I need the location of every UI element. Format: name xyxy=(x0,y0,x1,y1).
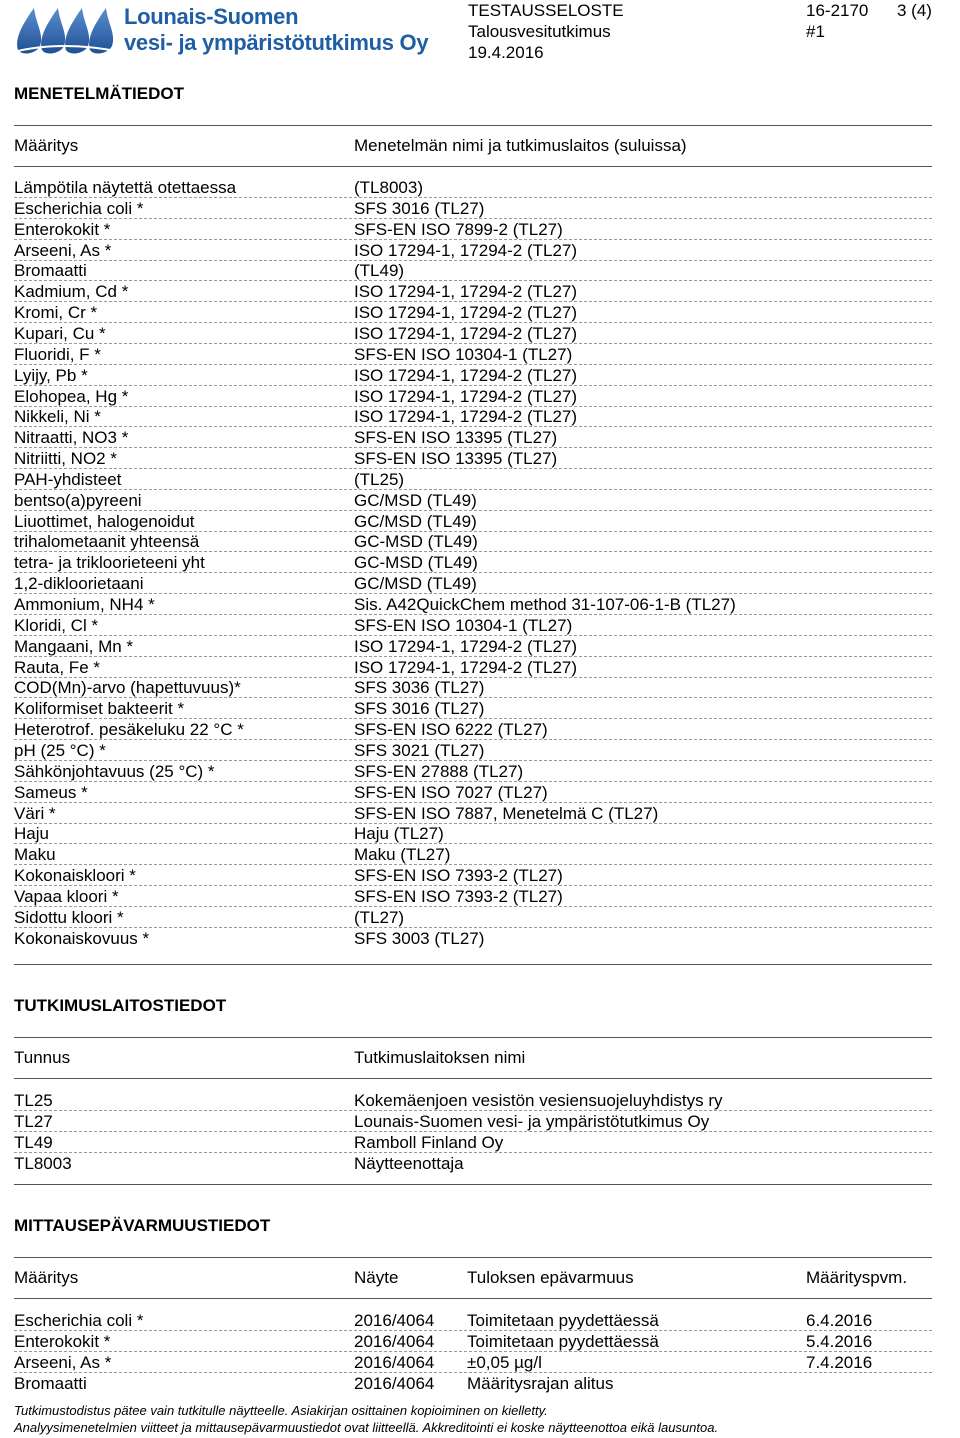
method-name: GC/MSD (TL49) xyxy=(354,511,477,531)
method-row xyxy=(14,782,932,803)
method-row xyxy=(14,469,932,490)
method-name: SFS 3003 (TL27) xyxy=(354,928,485,948)
method-row xyxy=(14,844,932,865)
lab-row xyxy=(14,1132,932,1153)
method-row xyxy=(14,365,932,386)
determination-name: Nitriitti, NO2 * xyxy=(14,449,117,469)
lab-name: Lounais-Suomen vesi- ja ympäristötutkimus Oy xyxy=(354,1112,710,1131)
determination-name: Arseeni, As * xyxy=(14,1353,112,1372)
method-row xyxy=(14,636,932,657)
uncertainty-col-uncertainty: Tuloksen epävarmuus xyxy=(467,1268,634,1287)
divider xyxy=(14,166,932,167)
lab-id: TL25 xyxy=(14,1091,53,1110)
lab-row xyxy=(14,1111,932,1132)
determination-date: 6.4.2016 xyxy=(806,1311,873,1330)
uncertainty-row xyxy=(14,1373,932,1394)
method-name: ISO 17294-1, 17294-2 (TL27) xyxy=(354,240,578,260)
method-row xyxy=(14,344,932,365)
determination-name: Lämpötila näytettä otettaessa xyxy=(14,178,237,197)
determination-name: Bromaatti xyxy=(14,261,87,281)
determination-name: pH (25 °C) * xyxy=(14,740,106,760)
determination-name: Kokonaiskloori * xyxy=(14,866,136,886)
determination-date: 5.4.2016 xyxy=(806,1332,873,1351)
method-name: ISO 17294-1, 17294-2 (TL27) xyxy=(354,657,578,677)
determination-name: Nitraatti, NO3 * xyxy=(14,428,129,448)
method-name: GC/MSD (TL49) xyxy=(354,574,477,594)
method-name: Maku (TL27) xyxy=(354,845,451,865)
method-name: (TL8003) xyxy=(354,178,423,197)
labs-col-name: Tutkimuslaitoksen nimi xyxy=(354,1048,526,1067)
method-name: SFS-EN ISO 10304-1 (TL27) xyxy=(354,344,573,364)
labs-section-title: TUTKIMUSLAITOSTIEDOT xyxy=(14,996,227,1015)
method-name: ISO 17294-1, 17294-2 (TL27) xyxy=(354,365,578,385)
determination-name: Elohopea, Hg * xyxy=(14,386,129,406)
method-row xyxy=(14,260,932,281)
uncertainty-value: ±0,05 µg/l xyxy=(467,1353,542,1372)
method-name: (TL27) xyxy=(354,907,405,927)
brand-name-line2: vesi- ja ympäristötutkimus Oy xyxy=(124,30,429,55)
determination-name: Escherichia coli * xyxy=(14,1311,144,1330)
method-name: SFS 3016 (TL27) xyxy=(354,699,485,719)
method-row xyxy=(14,803,932,824)
determination-name: tetra- ja trikloorieteeni yht xyxy=(14,553,205,573)
divider xyxy=(14,1298,932,1299)
determination-name: Kupari, Cu * xyxy=(14,323,106,343)
determination-name: Fluoridi, F * xyxy=(14,344,101,364)
method-name: ISO 17294-1, 17294-2 (TL27) xyxy=(354,636,578,656)
determination-name: Heterotrof. pesäkeluku 22 °C * xyxy=(14,720,244,740)
method-row xyxy=(14,240,932,261)
determination-name: COD(Mn)-arvo (hapettuvuus)* xyxy=(14,678,241,698)
footer-note-2: Analyysimenetelmien viitteet ja mittausepävarmuustiedot ovat liitteellä. Akkreditointi ei koske näytteenottoa eikä lausuntoa. xyxy=(14,1420,719,1435)
method-row xyxy=(14,594,932,615)
method-row xyxy=(14,490,932,511)
method-name: (TL49) xyxy=(354,261,405,281)
determination-name: Sidottu kloori * xyxy=(14,907,124,927)
method-row xyxy=(14,511,932,532)
method-row xyxy=(14,740,932,761)
method-name: GC-MSD (TL49) xyxy=(354,532,478,552)
brand-name-line1: Lounais-Suomen xyxy=(124,4,299,29)
method-name: SFS 3036 (TL27) xyxy=(354,678,485,698)
sample-id: 2016/4064 xyxy=(354,1311,435,1330)
determination-name: Kadmium, Cd * xyxy=(14,282,129,302)
doc-number: 16-2170 xyxy=(806,1,869,20)
sample-id: 2016/4064 xyxy=(354,1374,435,1393)
sample-id: 2016/4064 xyxy=(354,1332,435,1351)
method-row xyxy=(14,823,932,844)
methods-col-method: Menetelmän nimi ja tutkimuslaitos (suluissa) xyxy=(354,136,687,155)
method-name: SFS-EN ISO 7899-2 (TL27) xyxy=(354,219,563,239)
determination-name: Ammonium, NH4 * xyxy=(14,595,155,614)
doc-type: TESTAUSSELOSTE xyxy=(468,1,624,20)
method-row xyxy=(14,198,932,219)
method-row xyxy=(14,865,932,886)
determination-name: Bromaatti xyxy=(14,1374,87,1393)
uncertainty-row xyxy=(14,1331,932,1352)
method-name: (TL25) xyxy=(354,469,405,489)
method-row xyxy=(14,448,932,469)
method-row xyxy=(14,573,932,594)
method-name: SFS-EN ISO 13395 (TL27) xyxy=(354,428,558,448)
method-name: SFS-EN ISO 7887, Menetelmä C (TL27) xyxy=(354,803,659,823)
determination-name: trihalometaanit yhteensä xyxy=(14,532,200,552)
method-name: SFS-EN ISO 7393-2 (TL27) xyxy=(354,886,563,906)
determination-name: Escherichia coli * xyxy=(14,198,144,218)
determination-name: Enterokokit * xyxy=(14,1332,111,1351)
divider xyxy=(14,125,932,126)
determination-name: Kokonaiskovuus * xyxy=(14,928,150,948)
sample-id: 2016/4064 xyxy=(354,1353,435,1372)
method-name: ISO 17294-1, 17294-2 (TL27) xyxy=(354,407,578,427)
doc-date: 19.4.2016 xyxy=(468,43,544,62)
uncertainty-value: Määritysrajan alitus xyxy=(467,1374,614,1393)
determination-name: Väri * xyxy=(14,803,56,823)
determination-name: Sameus * xyxy=(14,782,88,802)
determination-name: bentso(a)pyreeni xyxy=(14,490,142,510)
method-row xyxy=(14,531,932,552)
lab-id: TL49 xyxy=(14,1133,53,1152)
method-name: SFS-EN 27888 (TL27) xyxy=(354,761,524,781)
method-row xyxy=(14,177,932,198)
lab-id: TL27 xyxy=(14,1112,53,1131)
determination-name: Rauta, Fe * xyxy=(14,657,100,677)
method-row xyxy=(14,928,932,949)
determination-name: Nikkeli, Ni * xyxy=(14,407,101,427)
determination-name: Lyijy, Pb * xyxy=(14,365,88,385)
doc-hash: #1 xyxy=(806,22,825,41)
method-row xyxy=(14,386,932,407)
uncertainty-row xyxy=(14,1352,932,1373)
doc-subject: Talousvesitutkimus xyxy=(468,22,611,41)
determination-name: Mangaani, Mn * xyxy=(14,636,134,656)
method-name: GC/MSD (TL49) xyxy=(354,490,477,510)
lab-name: Ramboll Finland Oy xyxy=(354,1133,504,1152)
determination-name: Maku xyxy=(14,845,56,865)
method-row xyxy=(14,323,932,344)
divider xyxy=(14,1184,932,1185)
lab-row xyxy=(14,1090,932,1111)
page-number: 3 (4) xyxy=(897,1,932,20)
method-row xyxy=(14,406,932,427)
determination-name: Liuottimet, halogenoidut xyxy=(14,511,195,531)
methods-section-title: MENETELMÄTIEDOT xyxy=(14,84,184,103)
methods-col-determination: Määritys xyxy=(14,136,79,155)
determination-name: 1,2-dikloorietaani xyxy=(14,574,144,594)
uncertainty-col-determination: Määritys xyxy=(14,1268,79,1287)
labs-col-id: Tunnus xyxy=(14,1048,71,1067)
divider xyxy=(14,964,932,965)
method-row xyxy=(14,302,932,323)
method-name: GC-MSD (TL49) xyxy=(354,553,478,573)
method-name: ISO 17294-1, 17294-2 (TL27) xyxy=(354,303,578,323)
determination-name: PAH-yhdisteet xyxy=(14,469,122,489)
lab-row xyxy=(14,1153,932,1174)
method-row xyxy=(14,427,932,448)
determination-date: 7.4.2016 xyxy=(806,1353,873,1372)
method-name: SFS 3021 (TL27) xyxy=(354,740,485,760)
divider xyxy=(14,1078,932,1079)
lab-name: Näytteenottaja xyxy=(354,1154,464,1173)
method-name: Haju (TL27) xyxy=(354,824,444,844)
method-name: ISO 17294-1, 17294-2 (TL27) xyxy=(354,323,578,343)
method-name: ISO 17294-1, 17294-2 (TL27) xyxy=(354,282,578,302)
method-name: SFS 3016 (TL27) xyxy=(354,198,485,218)
uncertainty-value: Toimitetaan pyydettäessä xyxy=(467,1332,659,1351)
uncertainty-section-title: MITTAUSEPÄVARMUUSTIEDOT xyxy=(14,1216,271,1235)
method-row xyxy=(14,719,932,740)
method-row xyxy=(14,698,932,719)
determination-name: Haju xyxy=(14,824,49,844)
determination-name: Kromi, Cr * xyxy=(14,303,98,323)
divider xyxy=(14,1037,932,1038)
footer-note-1: Tutkimustodistus pätee vain tutkitulle näytteelle. Asiakirjan osittainen kopioiminen on kielletty. xyxy=(14,1403,548,1418)
method-name: ISO 17294-1, 17294-2 (TL27) xyxy=(354,386,578,406)
method-row xyxy=(14,615,932,636)
determination-name: Vapaa kloori * xyxy=(14,886,119,906)
method-row xyxy=(14,907,932,928)
uncertainty-col-date: Määrityspvm. xyxy=(806,1268,908,1287)
method-name: SFS-EN ISO 7393-2 (TL27) xyxy=(354,866,563,886)
method-row xyxy=(14,657,932,678)
water-drops-logo-icon xyxy=(14,4,120,54)
method-name: SFS-EN ISO 10304-1 (TL27) xyxy=(354,615,573,635)
method-row xyxy=(14,281,932,302)
method-name: SFS-EN ISO 6222 (TL27) xyxy=(354,720,548,740)
method-row xyxy=(14,761,932,782)
uncertainty-row xyxy=(14,1310,932,1331)
method-row xyxy=(14,677,932,698)
method-name: SFS-EN ISO 7027 (TL27) xyxy=(354,782,548,802)
lab-name: Kokemäenjoen vesistön vesiensuojeluyhdistys ry xyxy=(354,1091,723,1110)
method-row xyxy=(14,886,932,907)
method-row xyxy=(14,219,932,240)
method-name: SFS-EN ISO 13395 (TL27) xyxy=(354,449,558,469)
divider xyxy=(14,1257,932,1258)
determination-name: Koliformiset bakteerit * xyxy=(14,699,185,719)
determination-name: Enterokokit * xyxy=(14,219,111,239)
determination-name: Sähkönjohtavuus (25 °C) * xyxy=(14,761,215,781)
method-row xyxy=(14,552,932,573)
determination-name: Arseeni, As * xyxy=(14,240,112,260)
determination-name: Kloridi, Cl * xyxy=(14,615,99,635)
lab-id: TL8003 xyxy=(14,1154,72,1173)
method-name: Sis. A42QuickChem method 31-107-06-1-B (TL27) xyxy=(354,595,736,614)
uncertainty-value: Toimitetaan pyydettäessä xyxy=(467,1311,659,1330)
uncertainty-col-sample: Näyte xyxy=(354,1268,399,1287)
